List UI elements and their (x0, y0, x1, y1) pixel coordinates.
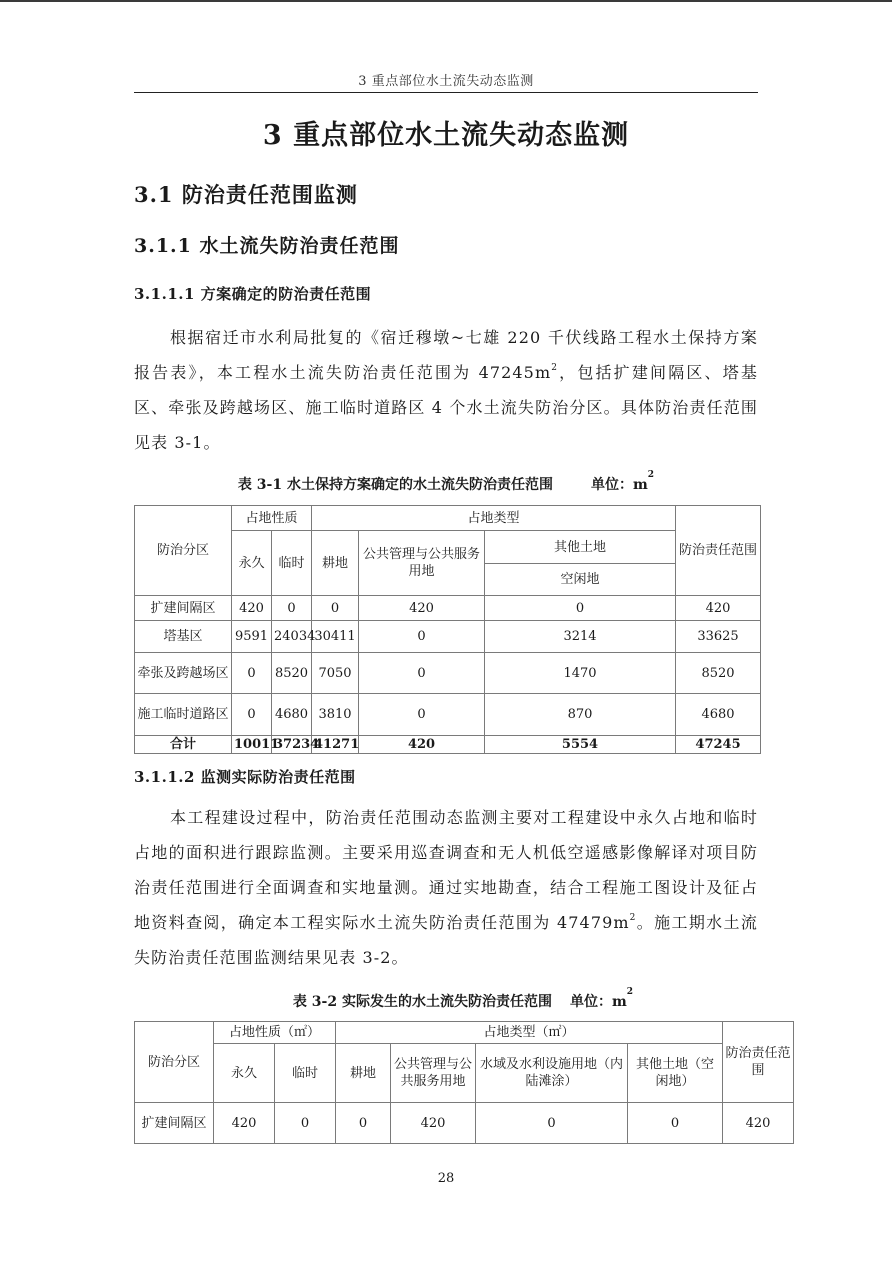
table-3-2-caption (134, 987, 792, 1011)
header-public-service: 公共管理与公共服务用地 (359, 531, 485, 596)
cell-permanent: 0 (232, 653, 272, 694)
cell-zone: 扩建间隔区 (135, 1103, 214, 1144)
header-farmland: 耕地 (336, 1044, 391, 1103)
section-heading-3-1-1-2: 3.1.1.2 监测实际防治责任范围 (134, 768, 356, 786)
caption-text: 表 3-2 实际发生的水土流失防治责任范围 (292, 994, 552, 1010)
unit-text: 单位：m (590, 477, 648, 493)
header-land-nature: 占地性质 (232, 506, 312, 531)
cell-public-service: 420 (359, 736, 485, 754)
superscript: 2 (551, 363, 559, 373)
cell-permanent: 10011 (232, 736, 272, 754)
table-row (135, 1103, 794, 1144)
superscript: 2 (629, 913, 637, 923)
cell-permanent: 420 (232, 596, 272, 621)
cell-zone: 塔基区 (135, 621, 232, 653)
header-land-nature: 占地性质（㎡） (214, 1022, 336, 1044)
unit-label (569, 987, 634, 1010)
cell-water-area: 0 (476, 1103, 628, 1144)
table-total-row (135, 736, 761, 754)
header-permanent: 永久 (214, 1044, 275, 1103)
cell-permanent: 420 (214, 1103, 275, 1144)
header-rule (134, 92, 758, 93)
cell-farmland: 30411 (312, 621, 359, 653)
cell-zone: 合计 (135, 736, 232, 754)
cell-public-service: 420 (391, 1103, 476, 1144)
paragraph-text: 根据宿迁市水利局批复的《宿迁穆墩~七雄 220 千伏线路工程水土保持方案报告表》，本工程水土流失防治责任范围为 47245m (134, 328, 758, 382)
cell-idle-land: 3214 (485, 621, 676, 653)
header-permanent: 永久 (232, 531, 272, 596)
paragraph-text: 本工程建设过程中，防治责任范围动态监测主要对工程建设中永久占地和临时占地的面积进行跟踪监测。主要采用巡查调查和无人机低空遥感影像解译对项目防治责任范围进行全面调查和实地量测。通过实地勘查，结合工程施工图设计及征占地资料查阅，确定本工程实际水土流失防治责任范围为 47479m (134, 808, 758, 932)
cell-public-service: 0 (359, 621, 485, 653)
page-number: 28 (437, 1171, 455, 1186)
cell-total: 47245 (676, 736, 761, 754)
paragraph-text: ，包括扩建间隔区、塔基区、牵张及跨越场区、施工临时道路区 4 个水土流失防治分区。具体防治责任范围见表 3-1。 (134, 363, 758, 452)
table-header-row (135, 506, 761, 531)
header-zone: 防治分区 (135, 1022, 214, 1103)
section-heading-3-1-1: 3.1.1 水土流失防治责任范围 (134, 235, 400, 257)
superscript: 2 (626, 987, 634, 997)
section-heading-3-1: 3.1 防治责任范围监测 (134, 182, 358, 207)
unit-text: 单位：m (569, 994, 627, 1010)
paragraph-text: 。施工期水土流失防治责任范围监测结果见表 3-2。 (134, 913, 758, 967)
cell-idle-land: 5554 (485, 736, 676, 754)
cell-temporary: 37234 (272, 736, 312, 754)
cell-other-land: 0 (628, 1103, 723, 1144)
unit-label (590, 470, 655, 493)
cell-temporary: 0 (275, 1103, 336, 1144)
cell-farmland: 0 (336, 1103, 391, 1144)
section-heading-3-1-1-1: 3.1.1.1 方案确定的防治责任范围 (134, 285, 372, 303)
header-public-service: 公共管理与公 共服务用地 (391, 1044, 476, 1103)
cell-permanent: 0 (232, 694, 272, 736)
chapter-title: 3 重点部位水土流失动态监测 (262, 120, 630, 151)
header-other-land: 其他土地（空闲地） (628, 1044, 723, 1103)
cell-total: 4680 (676, 694, 761, 736)
cell-temporary: 24034 (272, 621, 312, 653)
header-land-type: 占地类型 (312, 506, 676, 531)
table-3-1-caption (134, 470, 758, 494)
paragraph-actual-range (134, 800, 758, 975)
header-responsibility-range: 防治责任范围 (676, 506, 761, 596)
cell-temporary: 0 (272, 596, 312, 621)
table-row (135, 596, 761, 621)
cell-farmland: 7050 (312, 653, 359, 694)
cell-zone: 施工临时道路区 (135, 694, 232, 736)
cell-total: 33625 (676, 621, 761, 653)
table-row (135, 621, 761, 653)
header-water-area: 水域及水利设施用地（内陆滩涂） (476, 1044, 628, 1103)
header-farmland: 耕地 (312, 531, 359, 596)
cell-idle-land: 0 (485, 596, 676, 621)
cell-public-service: 0 (359, 694, 485, 736)
cell-total: 420 (676, 596, 761, 621)
table-row (135, 653, 761, 694)
superscript: 2 (647, 470, 655, 480)
page-top-border (0, 0, 892, 2)
caption-text: 表 3-1 水土保持方案确定的水土流失防治责任范围 (237, 477, 553, 493)
table-header-row (135, 1022, 794, 1044)
cell-zone: 牵张及跨越场区 (135, 653, 232, 694)
header-temporary: 临时 (275, 1044, 336, 1103)
cell-total: 420 (723, 1103, 794, 1144)
header-responsibility-range: 防治责任范围 (723, 1022, 794, 1103)
cell-public-service: 0 (359, 653, 485, 694)
cell-farmland: 3810 (312, 694, 359, 736)
table-row (135, 694, 761, 736)
cell-idle-land: 1470 (485, 653, 676, 694)
cell-zone: 扩建间隔区 (135, 596, 232, 621)
cell-farmland: 0 (312, 596, 359, 621)
header-temporary: 临时 (272, 531, 312, 596)
table-3-2 (134, 1021, 794, 1144)
header-idle-land: 空闲地 (485, 564, 676, 596)
running-header: 3 重点部位水土流失动态监测 (358, 74, 534, 89)
cell-permanent: 9591 (232, 621, 272, 653)
header-land-type: 占地类型（㎡） (336, 1022, 723, 1044)
cell-temporary: 4680 (272, 694, 312, 736)
cell-total: 8520 (676, 653, 761, 694)
table-3-1 (134, 505, 761, 754)
paragraph-plan-range (134, 320, 758, 460)
table-header-row (135, 1044, 794, 1103)
cell-idle-land: 870 (485, 694, 676, 736)
cell-farmland: 41271 (312, 736, 359, 754)
header-zone: 防治分区 (135, 506, 232, 596)
cell-public-service: 420 (359, 596, 485, 621)
cell-temporary: 8520 (272, 653, 312, 694)
header-other-land: 其他土地 (485, 531, 676, 564)
